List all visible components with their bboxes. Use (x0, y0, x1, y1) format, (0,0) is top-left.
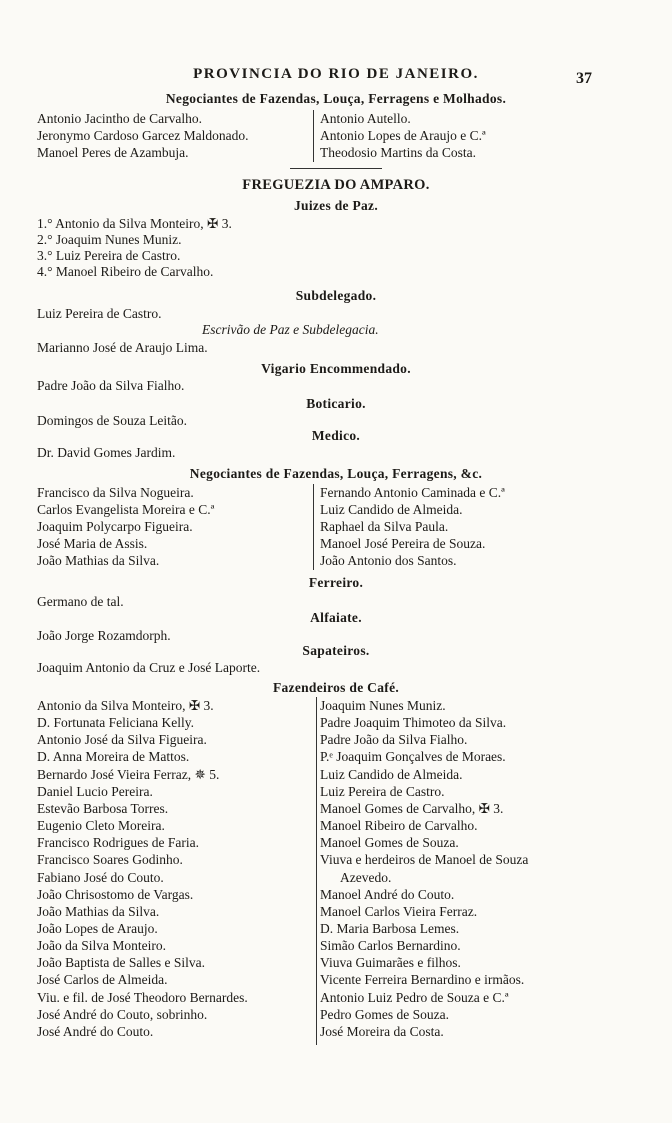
page-number: 37 (576, 70, 592, 87)
section-heading-boticario: Boticario. (306, 396, 366, 411)
list-item: Antonio Luiz Pedro de Souza e C.ª (320, 989, 509, 1005)
section-heading-ferreiro: Ferreiro. (308, 575, 364, 590)
list-item: Germano de tal. (37, 594, 124, 609)
list-item: P.ᵉ Joaquim Gonçalves de Moraes. (320, 749, 506, 765)
list-item: José André do Couto. (37, 1023, 154, 1039)
list-item: Carlos Evangelista Moreira e C.ª (37, 502, 215, 517)
section-heading-vigario: Vigario Encommendado. (261, 361, 411, 376)
list-item: Joaquim Antonio da Cruz e José Laporte. (37, 660, 261, 675)
list-item: Daniel Lucio Pereira. (37, 783, 153, 799)
list-item: João Antonio dos Santos. (320, 553, 457, 568)
list-item: Luiz Candido de Almeida. (320, 502, 463, 517)
list-item: Padre Joaquim Thimoteo da Silva. (320, 715, 507, 731)
list-item: D. Fortunata Feliciana Kelly. (37, 715, 194, 731)
list-item: Viu. e fil. de José Theodoro Bernardes. (37, 989, 248, 1005)
section-heading-medico: Medico. (311, 428, 361, 443)
list-item: José Maria de Assis. (37, 536, 148, 551)
list-item: Jeronymo Cardoso Garcez Maldonado. (37, 128, 249, 143)
page-title: PROVINCIA DO RIO DE JANEIRO. (193, 66, 479, 82)
list-item: João Baptista de Salles e Silva. (37, 955, 205, 971)
list-item: 1.° Antonio da Silva Monteiro, ✠ 3. (37, 216, 232, 231)
section-heading-sapateiros: Sapateiros. (302, 643, 370, 658)
list-item: 2.° Joaquim Nunes Muniz. (37, 232, 182, 247)
list-item: Padre João da Silva Fialho. (37, 378, 185, 393)
list-item: Eugenio Cleto Moreira. (37, 818, 165, 834)
list-item: Manoel José Pereira de Souza. (320, 536, 486, 551)
list-item: Estevão Barbosa Torres. (37, 800, 169, 816)
list-item: Manoel Peres de Azambuja. (37, 145, 189, 160)
list-item: Raphael da Silva Paula. (320, 519, 449, 534)
section-heading-negociantes-2: Negociantes de Fazendas, Louça, Ferragens, &c. (189, 466, 483, 481)
section-heading-negociantes-1: Negociantes de Fazendas, Louça, Ferragens e Molhados. (165, 91, 507, 106)
list-item: Azevedo. (340, 869, 392, 885)
list-item: José Carlos de Almeida. (37, 972, 168, 988)
list-item: Antonio Lopes de Araujo e C.ª (320, 128, 486, 143)
list-item: Viuva Guimarães e filhos. (320, 955, 461, 971)
list-item: D. Anna Moreira de Mattos. (37, 749, 190, 765)
list-item: 4.° Manoel Ribeiro de Carvalho. (37, 264, 214, 279)
list-item: Luiz Pereira de Castro. (37, 306, 162, 321)
list-item: José André do Couto, sobrinho. (37, 1006, 208, 1022)
list-item: Bernardo José Vieira Ferraz, ✵ 5. (37, 766, 220, 782)
list-item: Antonio José da Silva Figueira. (37, 732, 207, 748)
section-heading-fazendeiros: Fazendeiros de Café. (272, 680, 400, 695)
list-item: Francisco Rodrigues de Faria. (37, 835, 199, 851)
list-item: Dr. David Gomes Jardim. (37, 445, 176, 460)
list-item: Fabiano José do Couto. (37, 869, 164, 885)
list-item: Padre João da Silva Fialho. (320, 732, 468, 748)
list-item: João Jorge Rozamdorph. (37, 628, 171, 643)
list-item: João Lopes de Araujo. (37, 920, 158, 936)
list-item: Pedro Gomes de Souza. (320, 1006, 449, 1022)
column-divider (313, 484, 314, 570)
list-item: Antonio Autello. (320, 111, 411, 126)
section-heading-escrivao: Escrivão de Paz e Subdelegacia. (202, 322, 379, 337)
list-item: Manoel Gomes de Souza. (320, 835, 459, 851)
list-item: Luiz Candido de Almeida. (320, 766, 463, 782)
list-item: Simão Carlos Bernardino. (320, 938, 461, 954)
freguezia-heading: FREGUEZIA DO AMPARO. (242, 177, 430, 193)
list-item: Fernando Antonio Caminada e C.ª (320, 485, 505, 500)
list-item: Vicente Ferreira Bernardino e irmãos. (320, 972, 525, 988)
list-item: Manoel Carlos Vieira Ferraz. (320, 903, 478, 919)
column-divider (313, 110, 314, 162)
list-item: Francisco da Silva Nogueira. (37, 485, 194, 500)
list-item: João Mathias da Silva. (37, 553, 160, 568)
section-heading-subdelegado: Subdelegado. (295, 288, 377, 303)
list-item: Viuva e herdeiros de Manoel de Souza (320, 852, 529, 868)
list-item: Manoel Gomes de Carvalho, ✠ 3. (320, 800, 504, 816)
list-item: D. Maria Barbosa Lemes. (320, 920, 460, 936)
section-heading-alfaiate: Alfaiate. (310, 610, 362, 625)
list-item: Joaquim Nunes Muniz. (320, 698, 446, 713)
list-item: João Mathias da Silva. (37, 903, 160, 919)
list-item: Joaquim Polycarpo Figueira. (37, 519, 193, 534)
list-item: Theodosio Martins da Costa. (320, 145, 476, 160)
list-item: Manoel Ribeiro de Carvalho. (320, 818, 478, 834)
separator-rule (290, 168, 382, 169)
list-item: João da Silva Monteiro. (37, 938, 166, 954)
list-item: Francisco Soares Godinho. (37, 852, 183, 868)
list-item: Antonio Jacintho de Carvalho. (37, 111, 202, 126)
column-divider (316, 697, 317, 1045)
list-item: João Chrisostomo de Vargas. (37, 886, 194, 902)
list-item: Manoel André do Couto. (320, 886, 455, 902)
list-item: Luiz Pereira de Castro. (320, 783, 445, 799)
list-item: Marianno José de Araujo Lima. (37, 340, 208, 355)
list-item: Domingos de Souza Leitão. (37, 413, 187, 428)
section-heading-juizes: Juizes de Paz. (293, 198, 379, 213)
list-item: José Moreira da Costa. (320, 1023, 444, 1039)
list-item: Antonio da Silva Monteiro, ✠ 3. (37, 698, 214, 713)
list-item: 3.° Luiz Pereira de Castro. (37, 248, 181, 263)
